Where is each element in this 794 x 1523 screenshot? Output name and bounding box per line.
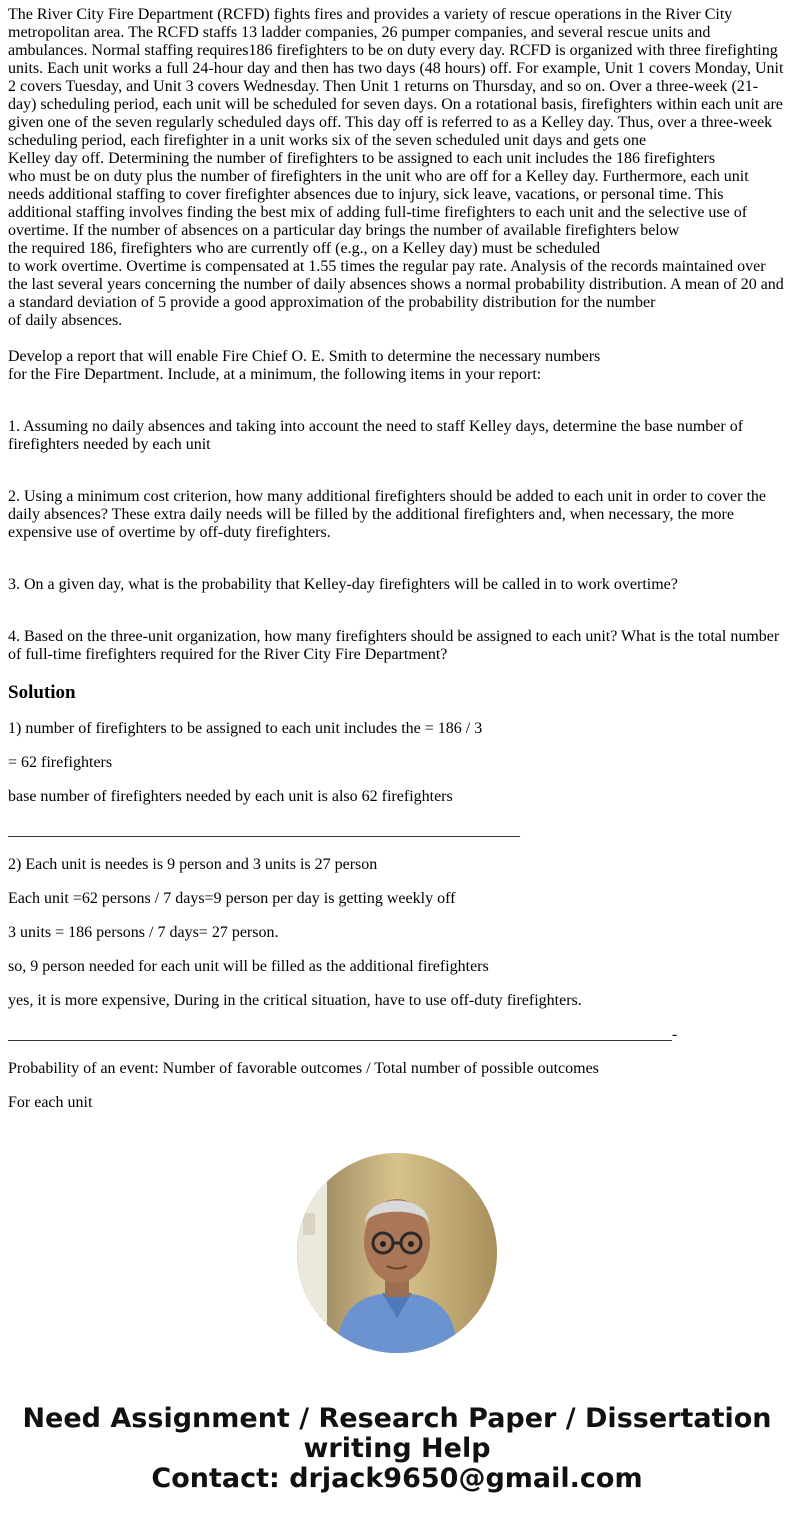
question-2: [8, 488, 786, 542]
text-line: given one of the seven regularly scheduled days off. This day off is referred to as a Kelley day. Thus, over a three-week: [8, 114, 773, 131]
question-4: [8, 628, 786, 664]
solution-heading: Solution: [8, 682, 76, 703]
contact-email: Contact: drjack9650@gmail.com: [151, 1463, 643, 1494]
text-line: units. Each unit works a full 24-hour day and then has two days (48 hours) off. For example, Unit 1 covers Monday, Unit: [8, 60, 784, 77]
solution-step-9: Probability of an event: Number of favorable outcomes / Total number of possible outcomes: [8, 1060, 599, 1077]
text-line: of full-time firefighters required for the River City Fire Department?: [8, 646, 448, 663]
solution-step-8: yes, it is more expensive, During in the critical situation, have to use off-duty firefighters.: [8, 992, 582, 1009]
document-body: [8, 6, 786, 1112]
text-line: daily absences? These extra daily needs will be filled by the additional firefighters and, when necessary, the more: [8, 506, 734, 523]
text-line: of daily absences.: [8, 312, 123, 329]
separator-line: ___________________________________________________________________________________-: [8, 1026, 678, 1043]
author-portrait-image: [297, 1153, 497, 1353]
author-avatar: [297, 1153, 497, 1353]
solution-step-2: = 62 firefighters: [8, 754, 113, 771]
text-line: who must be on duty plus the number of firefighters in the unit who are off for a Kelley day. Furthermore, each unit: [8, 168, 749, 185]
text-line: expensive use of overtime by off-duty firefighters.: [8, 524, 331, 541]
text-line: metropolitan area. The RCFD staffs 13 ladder companies, 26 pumper companies, and several rescue units and: [8, 24, 711, 41]
text-line: 2. Using a minimum cost criterion, how many additional firefighters should be added to each unit in order to cover the: [8, 488, 767, 505]
solution-step-5: Each unit =62 persons / 7 days=9 person per day is getting weekly off: [8, 890, 456, 907]
text-line: day) scheduling period, each unit will be scheduled for seven days. On a rotational basis, firefighters within each unit are: [8, 96, 783, 113]
text-line: for the Fire Department. Include, at a minimum, the following items in your report:: [8, 366, 542, 383]
separator-line: ________________________________________________________________: [8, 822, 520, 839]
promo-line-2: writing Help: [303, 1433, 491, 1464]
question-1: [8, 418, 786, 454]
text-line: 2 covers Tuesday, and Unit 3 covers Wednesday. Then Unit 1 returns on Thursday, and so on. Over a three-week (21-: [8, 78, 759, 95]
promo-line-1: Need Assignment / Research Paper / Dissertation: [22, 1403, 772, 1434]
text-line: 4. Based on the three-unit organization, how many firefighters should be assigned to each unit? What is the total number: [8, 628, 780, 645]
solution-step-1: 1) number of firefighters to be assigned to each unit includes the = 186 / 3: [8, 720, 483, 737]
text-line: ambulances. Normal staffing requires186 firefighters to be on duty every day. RCFD is organized with three firefighting: [8, 42, 778, 59]
text-line: the required 186, firefighters who are currently off (e.g., on a Kelley day) must be scheduled: [8, 240, 600, 257]
text-line: the last several years concerning the number of daily absences shows a normal probability distribution. A mean of 20 and: [8, 276, 784, 293]
solution-step-4: 2) Each unit is needes is 9 person and 3 units is 27 person: [8, 856, 378, 873]
text-line: 1. Assuming no daily absences and taking into account the need to staff Kelley days, determine the base number of: [8, 418, 744, 435]
text-line: overtime. If the number of absences on a particular day brings the number of available firefighters below: [8, 222, 680, 239]
solution-step-3: base number of firefighters needed by each unit is also 62 firefighters: [8, 788, 453, 805]
question-3: [8, 576, 786, 594]
text-line: a standard deviation of 5 provide a good approximation of the probability distribution for the number: [8, 294, 656, 311]
text-line: Kelley day off. Determining the number of firefighters to be assigned to each unit includes the 186 firefighters: [8, 150, 716, 167]
text-line: Develop a report that will enable Fire Chief O. E. Smith to determine the necessary numbers: [8, 348, 601, 365]
text-line: firefighters needed by each unit: [8, 436, 211, 453]
report-instructions: [8, 348, 786, 384]
problem-statement: [8, 6, 786, 330]
text-line: scheduling period, each firefighter in a unit works six of the seven scheduled unit days and gets one: [8, 132, 647, 149]
promo-footer: [0, 1404, 794, 1494]
solution-step-10: For each unit: [8, 1094, 93, 1111]
solution-step-6: 3 units = 186 persons / 7 days= 27 person.: [8, 924, 279, 941]
text-line: The River City Fire Department (RCFD) fights fires and provides a variety of rescue operations in the River City: [8, 6, 733, 23]
solution-step-7: so, 9 person needed for each unit will be filled as the additional firefighters: [8, 958, 489, 975]
text-line: 3. On a given day, what is the probability that Kelley-day firefighters will be called in to work overtime?: [8, 576, 678, 593]
text-line: to work overtime. Overtime is compensated at 1.55 times the regular pay rate. Analysis of the records maintained over: [8, 258, 766, 275]
text-line: needs additional staffing to cover firefighter absences due to injury, sick leave, vacations, or personal time. This: [8, 186, 724, 203]
text-line: additional staffing involves finding the best mix of adding full-time firefighters to each unit and the selective use of: [8, 204, 748, 221]
